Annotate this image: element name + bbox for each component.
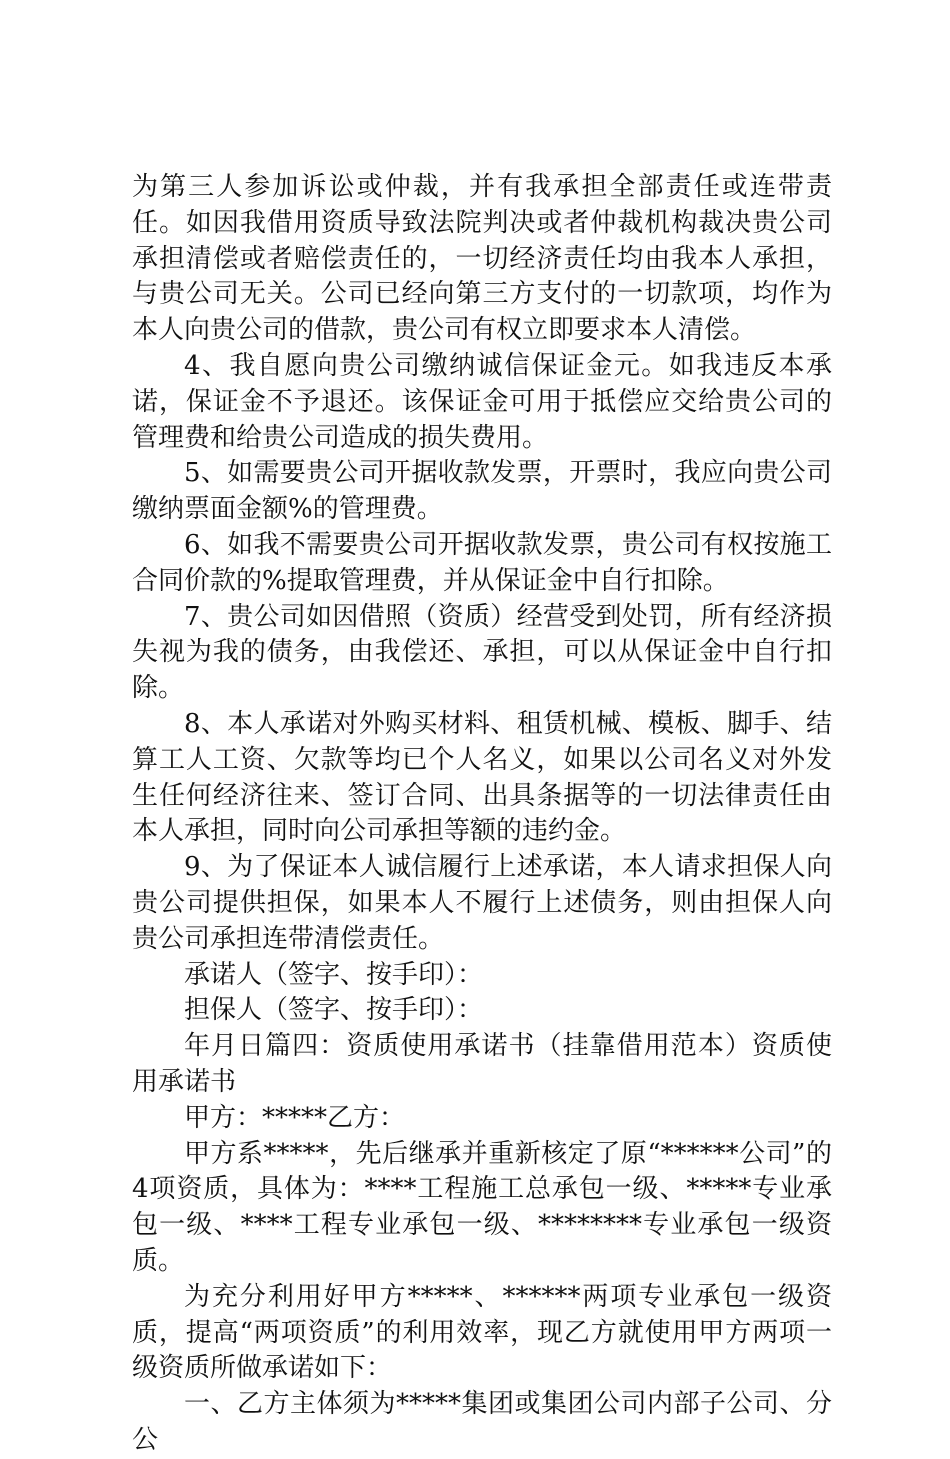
paragraph-continuation: 为第三人参加诉讼或仲裁，并有我承担全部责任或连带责任。如因我借用资质导致法院判决或者仲裁机构裁决贵公司承担清偿或者赔偿责任的，一切经济责任均由我本人承担，与贵公司无关。公司已经向第三方支付的一切款项，均作为本人向贵公司的借款，贵公司有权立即要求本人清偿。	[132, 172, 832, 346]
paragraph-clause-5: 5、如需要贵公司开据收款发票，开票时，我应向贵公司缴纳票面金额%的管理费。	[132, 458, 832, 525]
purpose-paragraph: 为充分利用好甲方*****、******两项专业承包一级资质，提高“两项资质”的利用效率，现乙方就使用甲方两项一级资质所做承诺如下：	[132, 1281, 832, 1384]
paragraph-clause-4: 4、我自愿向贵公司缴纳诚信保证金元。如我违反本承诺，保证金不予退还。该保证金可用于抵偿应交给贵公司的管理费和给贵公司造成的损失费用。	[132, 350, 832, 453]
paragraph-clause-7: 7、贵公司如因借照（资质）经营受到处罚，所有经济损失视为我的债务，由我偿还、承担，可以从保证金中自行扣除。	[132, 601, 832, 704]
party-a-description: 甲方系*****，先后继承并重新核定了原“******公司”的4项资质，具体为：****工程施工总承包一级、*****专业承包一级、****工程专业承包一级、********专业承包一级资质。	[132, 1138, 832, 1276]
parties-line: 甲方：*****乙方：	[184, 1102, 406, 1133]
promisor-signature-line: 承诺人（签字、按手印）：	[184, 959, 484, 990]
date-and-section-title: 年月日篇四：资质使用承诺书（挂靠借用范本）资质使用承诺书	[132, 1031, 832, 1097]
guarantor-signature-line: 担保人（签字、按手印）：	[184, 995, 484, 1026]
paragraph-clause-6: 6、如我不需要贵公司开据收款发票，贵公司有权按施工合同价款的%提取管理费，并从保证金中自行扣除。	[132, 529, 832, 596]
paragraph-clause-8: 8、本人承诺对外购买材料、租赁机械、模板、脚手、结算工人工资、欠款等均已个人名义，如果以公司名义对外发生任何经济往来、签订合同、出具条据等的一切法律责任由本人承担，同时向公司承担等额的违约金。	[132, 708, 832, 847]
document-body	[132, 170, 832, 1459]
paragraph-clause-9: 9、为了保证本人诚信履行上述承诺，本人请求担保人向贵公司提供担保，如果本人不履行上述债务，则由担保人向贵公司承担连带清偿责任。	[132, 852, 832, 954]
article-one: 一、乙方主体须为*****集团或集团公司内部子公司、分公	[132, 1389, 832, 1455]
